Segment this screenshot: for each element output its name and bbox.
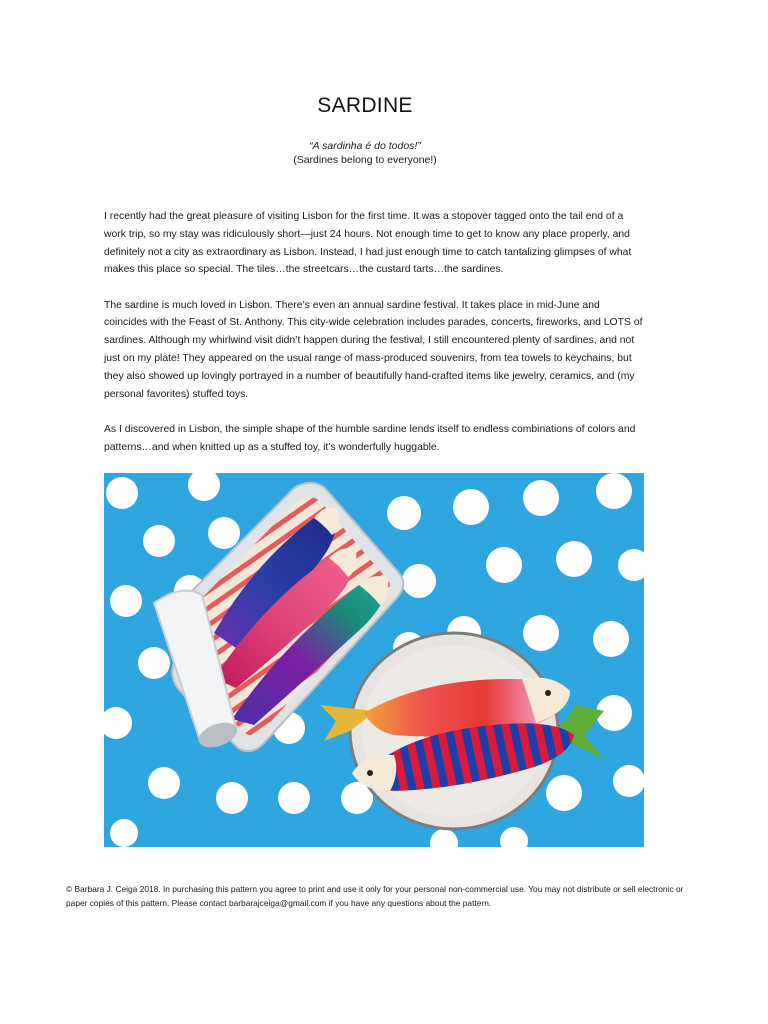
copyright-notice: © Barbara J. Ceiga 2018. In purchasing this pattern you agree to print and use it only for your personal non-commercial use. You may not distribute or sell electronic or paper copies of this pattern. Please contact barbarajceiga@gmail.com if you have any questions about the pattern. xyxy=(66,884,684,908)
page-title: SARDINE xyxy=(317,94,413,117)
photo-illustration xyxy=(104,473,644,847)
paragraph-2: The sardine is much loved in Lisbon. There’s even an annual sardine festival. It takes place in mid-June and coincides with the Feast of St. Anthony. This city-wide celebration includes parades, concerts, fireworks, and LOTS of sardines. Although my whirlwind visit didn’t happen during the festival, I still encountered plenty of sardines, and not just on my plate! They appeared on the usual range of mass-produced souvenirs, from tea towels to keychains, but they also showed up lovingly portrayed in a number of beautifully hand-crafted items like jewelry, ceramics, and (my personal favorites) stuffed toys. xyxy=(104,299,643,400)
paragraph-1: I recently had the great pleasure of visiting Lisbon for the first time. It was a stopover tagged onto the tail end of a work trip, so my stay was ridiculously short—just 24 hours. Not enough time to get to know any place properly, and definitely not a city as extraordinary as Lisbon. Instead, I had just enough time to catch tantalizing glimpses of what makes this place so special. The tiles…the streetcars…the custard tarts…the sardines. xyxy=(104,211,632,276)
intro-text xyxy=(104,208,644,474)
sardine-photo xyxy=(104,473,644,847)
quote-translation: (Sardines belong to everyone!) xyxy=(293,154,437,166)
paragraph-3: As I discovered in Lisbon, the simple shape of the humble sardine lends itself to endless combinations of colors and patterns…and when knitted up as a stuffed toy, it’s wonderfully huggable. xyxy=(104,423,636,453)
portuguese-quote: “A sardinha é do todos!” xyxy=(309,140,421,152)
